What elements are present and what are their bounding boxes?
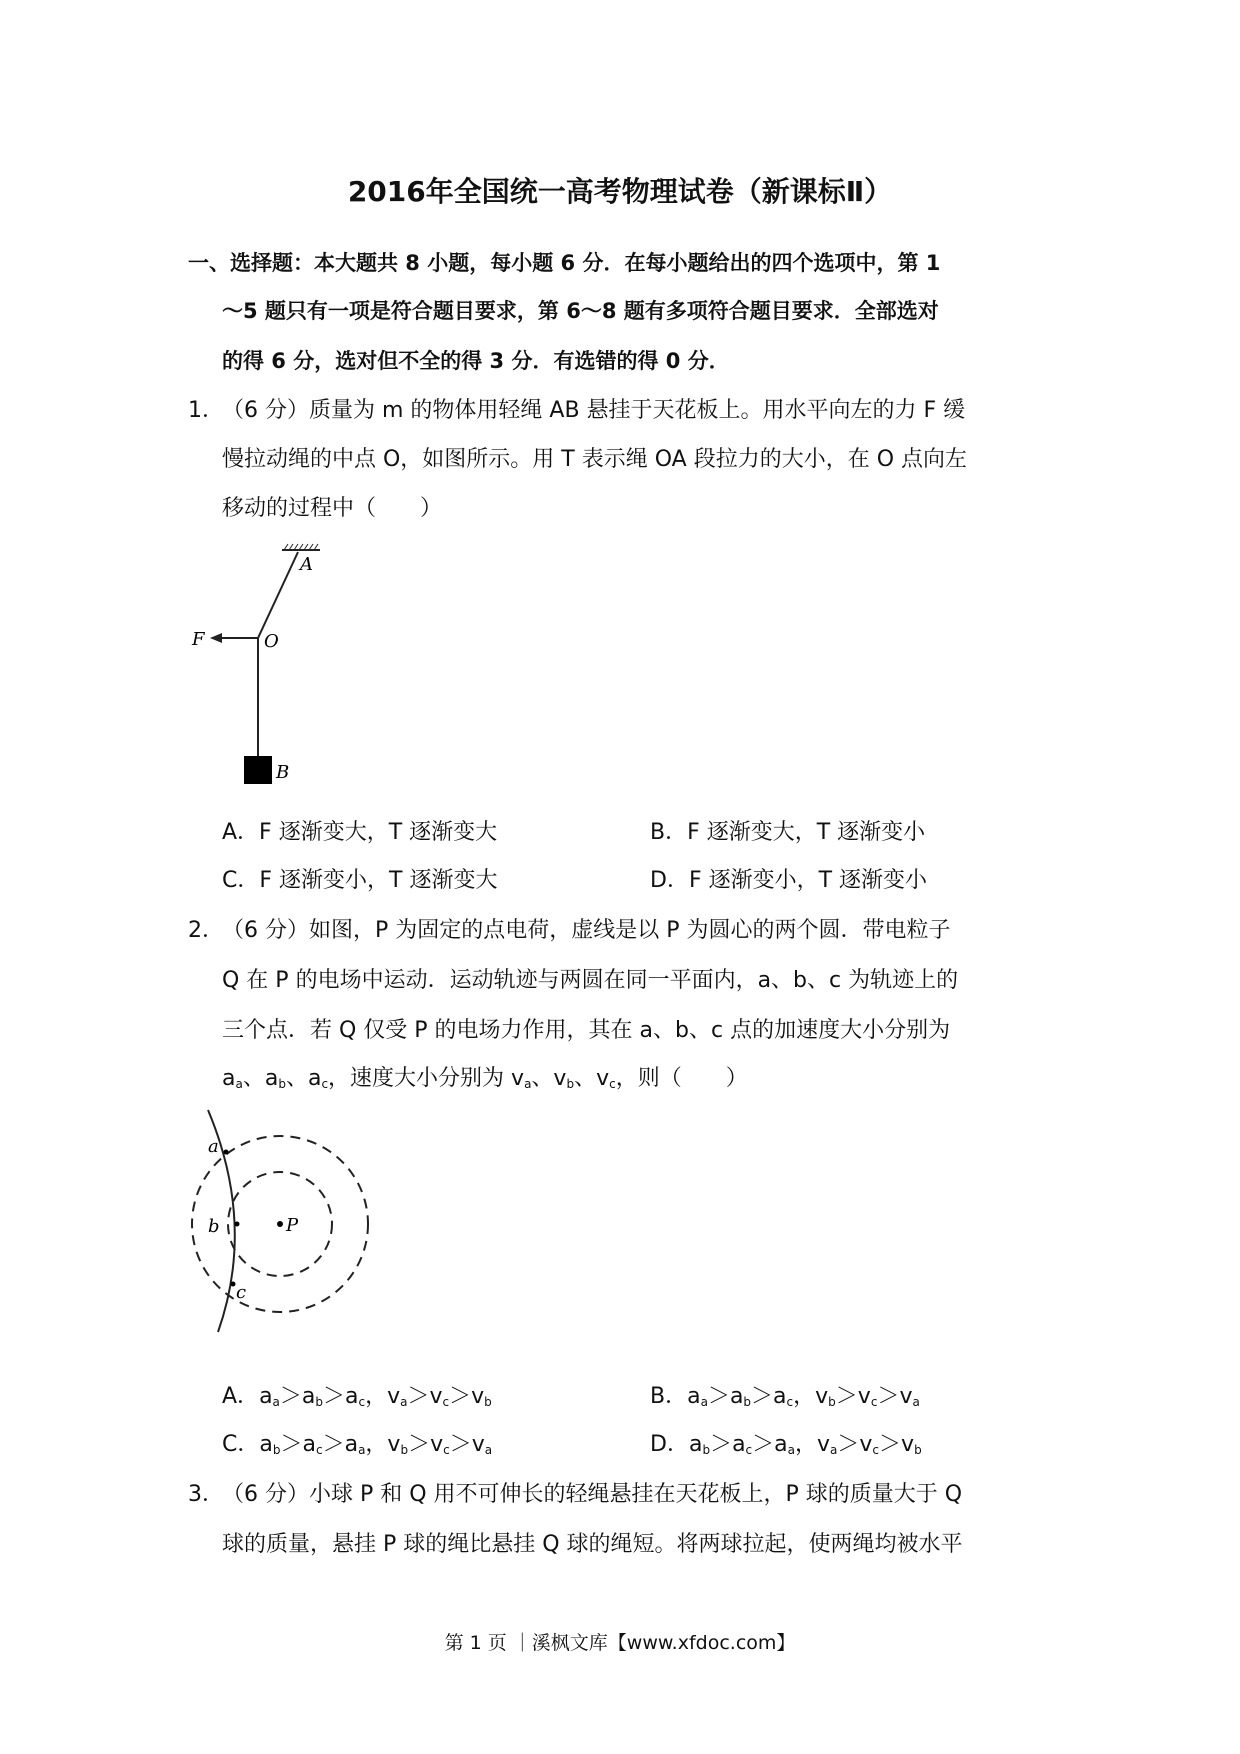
label-p: P — [286, 1215, 299, 1236]
section-heading-line-2: ～5 题只有一项是符合题目要求，第 6～8 题有多项符合题目要求．全部选对 — [222, 299, 939, 323]
rope-oa — [258, 552, 298, 638]
point-a — [224, 1150, 229, 1155]
q2-option-b: B．$a_a>a_b>a_c$，$v_b>v_c>v_a$ — [650, 1384, 920, 1409]
arrow-head-icon — [210, 633, 222, 643]
q1-figure — [180, 530, 320, 790]
section-heading-line-3: 的得 6 分，选对但不全的得 3 分．有选错的得 0 分． — [222, 349, 730, 373]
q1-option-d: D．F 逐渐变小，T 逐渐变小 — [650, 868, 928, 893]
point-p — [277, 1221, 283, 1227]
q2-option-c: C．$a_b>a_c>a_a$，$v_b>v_c>v_a$ — [222, 1432, 493, 1457]
label-b: b — [208, 1216, 220, 1237]
q3-text-line-1: （6 分）小球 P 和 Q 用不可伸长的轻绳悬挂在天花板上，P 球的质量大于 Q — [222, 1482, 963, 1507]
q2-number: 2． — [188, 918, 224, 943]
q1-text-line-2: 慢拉动绳的中点 O，如图所示。用 T 表示绳 OA 段拉力的大小，在 O 点向左 — [222, 447, 968, 472]
label-a: a — [208, 1136, 219, 1157]
q3-number: 3． — [188, 1482, 224, 1507]
q1-option-c: C．F 逐渐变小，T 逐渐变大 — [222, 868, 498, 893]
page-title: 2016年全国统一高考物理试卷（新课标Ⅱ） — [347, 175, 893, 208]
section-heading-line-1: 一、选择题：本大题共 8 小题，每小题 6 分．在每小题给出的四个选项中，第 1 — [188, 251, 941, 275]
label-f: F — [192, 629, 205, 650]
q1-text-line-3: 移动的过程中（ ） — [222, 496, 443, 521]
q2-option-d: D．$a_b>a_c>a_a$，$v_a>v_c>v_b$ — [650, 1432, 922, 1457]
mass-block — [244, 756, 272, 784]
q2-figure — [180, 1100, 380, 1340]
label-a: A — [300, 554, 313, 575]
q1-text-line-1: （6 分）质量为 m 的物体用轻绳 AB 悬挂于天花板上。用水平向左的力 F 缓 — [222, 398, 966, 423]
point-b — [235, 1222, 240, 1227]
label-c: c — [236, 1282, 247, 1303]
q2-text-line-3: 三个点．若 Q 仅受 P 的电场力作用，其在 a、b、c 点的加速度大小分别为 — [222, 1018, 951, 1043]
label-b: B — [276, 762, 290, 783]
label-o: O — [264, 631, 279, 652]
q2-text-line-1: （6 分）如图，P 为固定的点电荷，虚线是以 P 为圆心的两个圆．带电粒子 — [222, 918, 951, 943]
page-footer: 第 1 页 ｜溪枫文库【www.xfdoc.com】 — [444, 1632, 796, 1654]
q3-text-line-2: 球的质量，悬挂 P 球的绳比悬挂 Q 球的绳短。将两球拉起，使两绳均被水平 — [222, 1532, 963, 1557]
q2-text-line-4: $a_a$、$a_b$、$a_c$，速度大小分别为 $v_a$、$v_b$、$v_c$，则（ ） — [222, 1066, 748, 1091]
q2-option-a: A．$a_a>a_b>a_c$，$v_a>v_c>v_b$ — [222, 1384, 492, 1409]
q1-option-a: A．F 逐渐变大，T 逐渐变大 — [222, 820, 498, 845]
q1-option-b: B．F 逐渐变大，T 逐渐变小 — [650, 820, 926, 845]
point-c — [231, 1282, 236, 1287]
q1-number: 1． — [188, 398, 224, 423]
q2-text-line-2: Q 在 P 的电场中运动．运动轨迹与两圆在同一平面内，a、b、c 为轨迹上的 — [222, 968, 959, 993]
